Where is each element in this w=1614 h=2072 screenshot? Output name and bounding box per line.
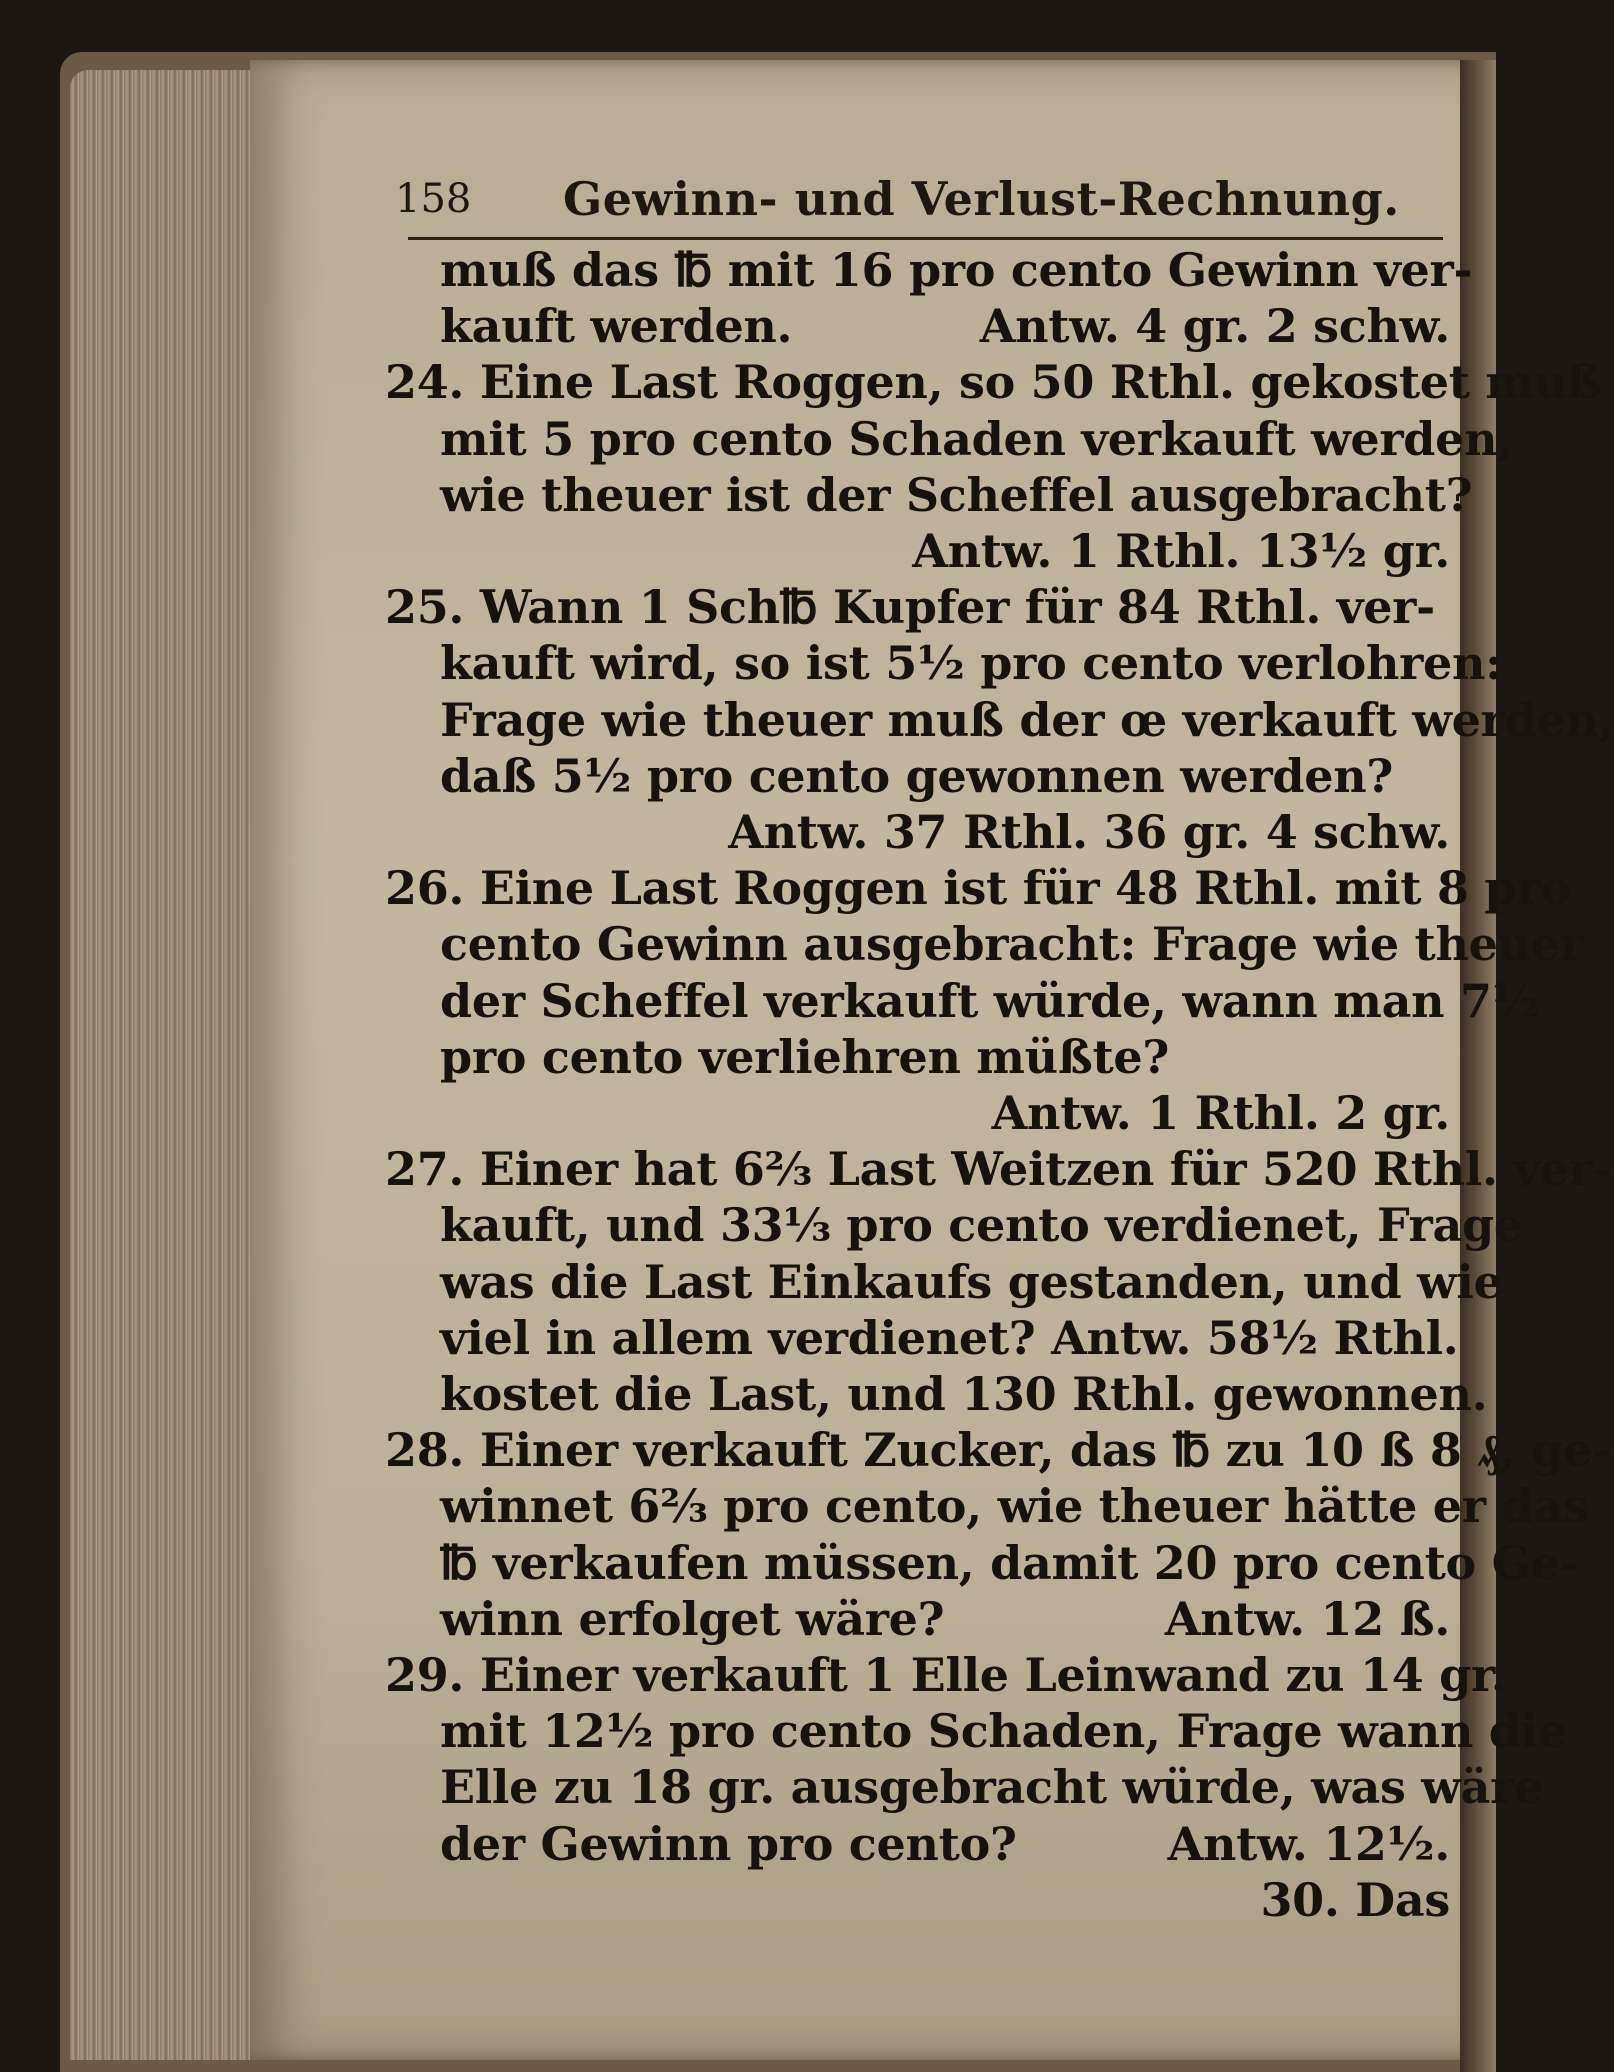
text-line bbox=[385, 1141, 1612, 1197]
text-line bbox=[385, 354, 1602, 410]
text-line bbox=[385, 1647, 1507, 1703]
line-text: pro cento verliehren müßte? bbox=[440, 1029, 1170, 1084]
line-text: viel in allem verdienet? Antw. 58½ Rthl. bbox=[440, 1310, 1459, 1365]
line-text: kostet die Last, und 130 Rthl. gewonnen. bbox=[440, 1367, 1488, 1421]
answer-text: Antw. 4 gr. 2 schw. bbox=[979, 299, 1450, 354]
answer-text: Antw. 37 Rthl. 36 gr. 4 schw. bbox=[728, 805, 1450, 859]
text-line bbox=[440, 635, 1502, 691]
line-text: kauft wird, so ist 5½ pro cento verlohren: bbox=[440, 636, 1502, 691]
line-text: 27. Einer hat 6⅔ Last Weitzen für 520 Rthl. ver- bbox=[385, 1142, 1612, 1197]
line-text: mit 12½ pro cento Schaden, Frage wann die bbox=[440, 1704, 1567, 1759]
text-line bbox=[440, 1478, 1589, 1534]
text-line bbox=[440, 916, 1584, 972]
line-text: 25. Wann 1 Sch℔ Kupfer für 84 Rthl. ver- bbox=[385, 580, 1435, 635]
line-text: der Gewinn pro cento? bbox=[440, 1816, 1017, 1871]
line-text: Frage wie theuer muß der œ verkauft werden, bbox=[440, 692, 1614, 747]
line-text: 28. Einer verkauft Zucker, das ℔ zu 10 ß 8 ₰, ge- bbox=[385, 1423, 1611, 1478]
line-text: kauft werden. bbox=[440, 299, 793, 354]
running-title: Gewinn- und Verlust-Rechnung. bbox=[563, 172, 1400, 226]
answer-text: 30. Das bbox=[1260, 1872, 1450, 1927]
text-line bbox=[440, 1816, 1450, 1872]
text-line bbox=[440, 748, 1450, 804]
line-text: 26. Eine Last Roggen ist für 48 Rthl. mit 8 pro bbox=[385, 861, 1571, 916]
line-text: muß das ℔ mit 16 pro cento Gewinn ver- bbox=[440, 243, 1473, 297]
text-line bbox=[440, 804, 1450, 860]
text-line bbox=[440, 1591, 1450, 1647]
line-text: der Scheffel verkauft würde, wann man 7½ bbox=[440, 973, 1540, 1028]
line-text: kauft, und 33⅓ pro cento verdienet, Frage bbox=[440, 1198, 1523, 1253]
text-line bbox=[440, 1366, 1488, 1422]
text-line bbox=[440, 1254, 1503, 1310]
line-text: wie theuer ist der Scheffel ausgebracht? bbox=[440, 467, 1473, 522]
answer-text: Antw. 1 Rthl. 13½ gr. bbox=[912, 524, 1450, 578]
text-line bbox=[385, 1422, 1611, 1478]
text-line bbox=[440, 242, 1473, 298]
line-text: Elle zu 18 gr. ausgebracht würde, was wäre bbox=[440, 1760, 1543, 1815]
text-line bbox=[440, 1872, 1450, 1928]
line-text: 29. Einer verkauft 1 Elle Leinwand zu 14 gr. bbox=[385, 1648, 1507, 1702]
text-line bbox=[440, 692, 1614, 748]
text-line bbox=[440, 298, 1450, 354]
text-line bbox=[440, 467, 1473, 523]
text-line bbox=[440, 523, 1450, 579]
line-text: winnet 6⅔ pro cento, wie theuer hätte er das bbox=[440, 1479, 1589, 1534]
text-line bbox=[440, 1703, 1567, 1759]
line-text: cento Gewinn ausgebracht: Frage wie theuer bbox=[440, 917, 1584, 972]
text-line bbox=[440, 411, 1513, 467]
text-line bbox=[440, 973, 1540, 1029]
text-line bbox=[440, 1759, 1543, 1815]
answer-text: Antw. 1 Rthl. 2 gr. bbox=[991, 1086, 1450, 1140]
line-text: winn erfolget wäre? bbox=[440, 1591, 945, 1646]
text-line bbox=[440, 1085, 1450, 1141]
line-text: 24. Eine Last Roggen, so 50 Rthl. gekostet muß bbox=[385, 355, 1602, 410]
text-line bbox=[385, 860, 1571, 916]
page-number: 158 bbox=[395, 176, 472, 222]
line-text: daß 5½ pro cento gewonnen werden? bbox=[440, 748, 1394, 803]
text-line bbox=[440, 1310, 1459, 1366]
line-text: was die Last Einkaufs gestanden, und wie bbox=[440, 1254, 1503, 1309]
page-header bbox=[395, 172, 1445, 234]
text-line bbox=[440, 1029, 1450, 1085]
line-text: mit 5 pro cento Schaden verkauft werden, bbox=[440, 411, 1513, 466]
text-line bbox=[385, 579, 1450, 635]
header-rule bbox=[408, 237, 1443, 240]
answer-text: Antw. 12½. bbox=[1167, 1816, 1450, 1871]
text-line bbox=[440, 1535, 1579, 1591]
answer-text: Antw. 12 ß. bbox=[1164, 1591, 1450, 1646]
text-line bbox=[440, 1197, 1523, 1253]
line-text: ℔ verkaufen müssen, damit 20 pro cento Ge- bbox=[440, 1535, 1579, 1590]
